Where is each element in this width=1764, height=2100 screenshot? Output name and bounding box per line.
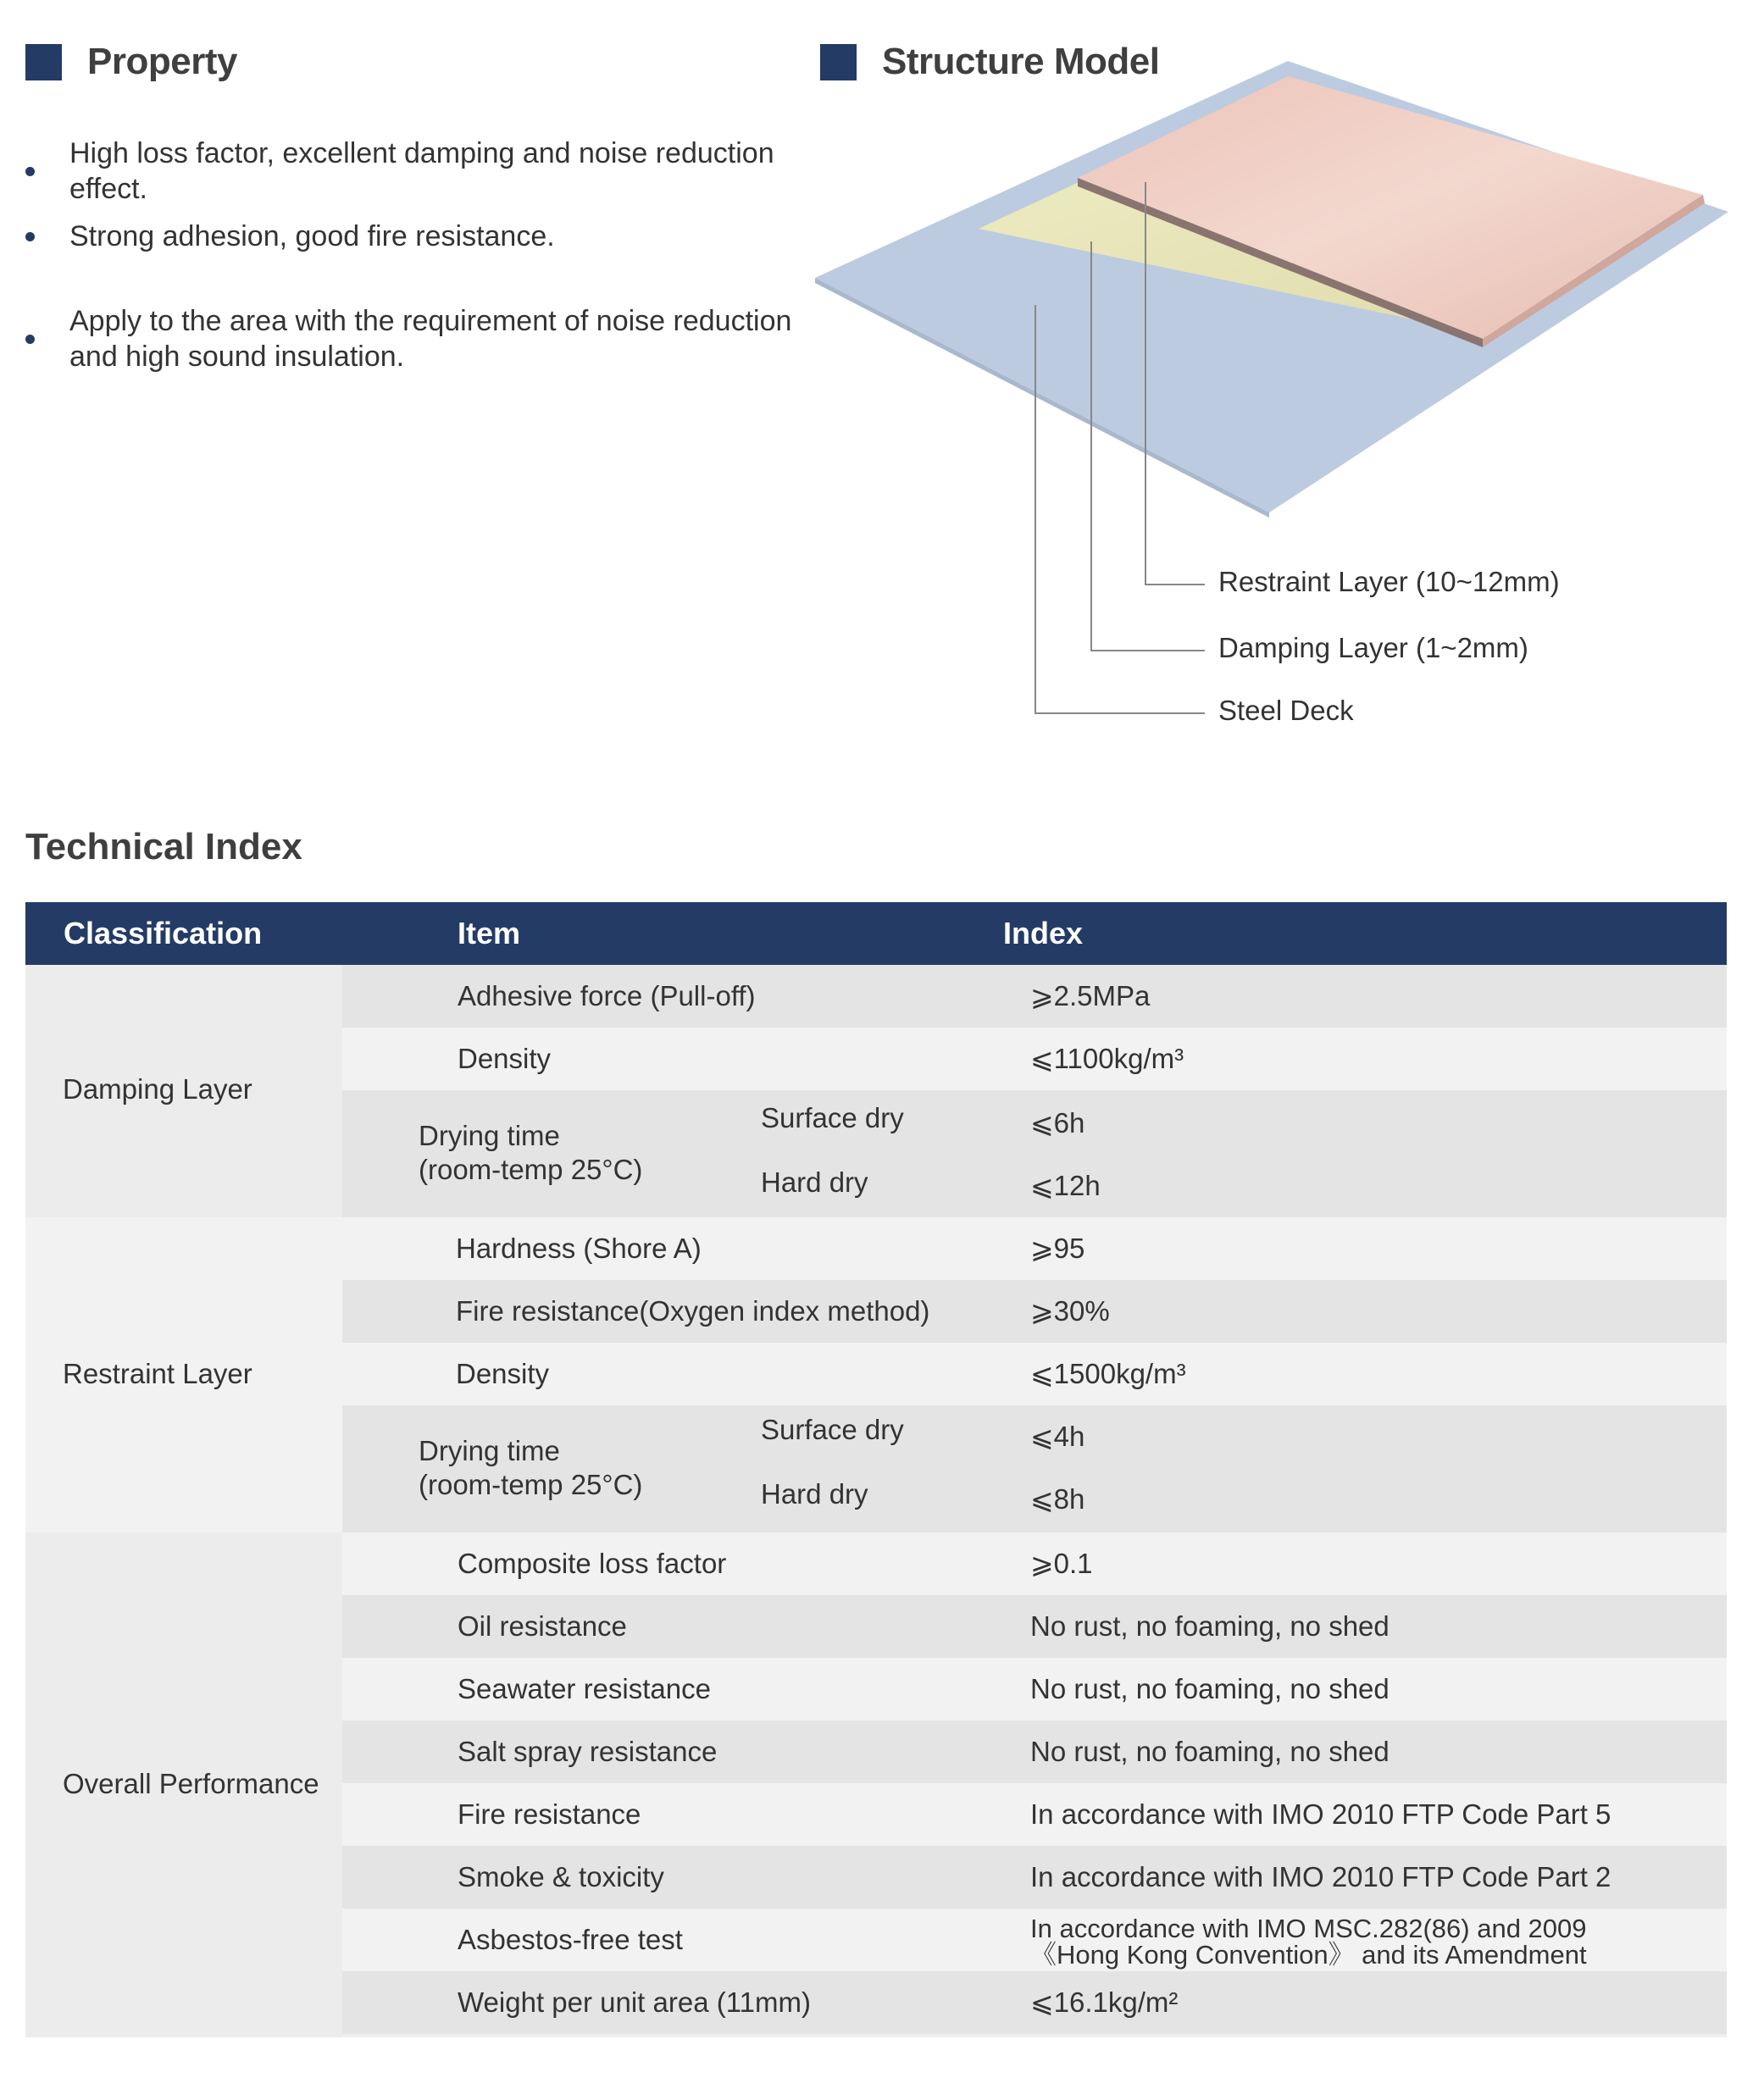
table-row <box>342 965 1727 1028</box>
table-row <box>342 1532 1727 1595</box>
technical-index-title: Technical Index <box>25 826 302 867</box>
index-cell: ⩾95 <box>1030 1233 1085 1264</box>
header-index: Index <box>1003 916 1084 950</box>
damping-group <box>25 965 342 1217</box>
index-cell: In accordance with IMO 2010 FTP Code Part 2 <box>1030 1861 1611 1892</box>
drying-time-label <box>419 1434 642 1502</box>
item-cell: Asbestos-free test <box>458 1924 683 1955</box>
index-cell: ⩽8h <box>1030 1483 1085 1515</box>
overall-group <box>25 1532 342 2037</box>
bullet-dot-icon <box>25 335 35 344</box>
list-item <box>25 136 813 207</box>
table-row <box>342 1028 1727 1090</box>
table-row <box>342 1658 1727 1720</box>
drying-time-label <box>419 1119 642 1187</box>
item-cell: Adhesive force (Pull-off) <box>458 980 756 1011</box>
index-cell: ⩽1500kg/m³ <box>1030 1358 1186 1389</box>
table-row-group <box>342 1090 1727 1217</box>
damping-layer-label: Damping Layer (1~2mm) <box>1218 632 1528 663</box>
item-cell: Oil resistance <box>458 1610 627 1642</box>
table-row-group <box>342 1405 1727 1532</box>
header-item: Item <box>458 916 521 950</box>
restraint-layer-label: Restraint Layer (10~12mm) <box>1218 566 1560 597</box>
table-row <box>342 1909 1727 1971</box>
classification-label: Damping Layer <box>63 1073 252 1105</box>
index-line: 《Hong Kong Convention》 and its Amendment <box>1030 1940 1587 1970</box>
bullet-text-line: Apply to the area with the requirement of noise reduction <box>69 305 792 337</box>
table-row <box>342 1280 1727 1343</box>
drying-time-line: Drying time <box>419 1120 560 1151</box>
structure-diagram <box>813 51 1737 754</box>
index-cell: ⩽1100kg/m³ <box>1030 1043 1184 1074</box>
list-item <box>25 303 791 374</box>
index-cell-multiline <box>1030 1915 1587 1968</box>
table-header <box>25 902 1727 965</box>
subitem-cell: Hard dry <box>761 1478 868 1510</box>
bullet-text-line: and high sound insulation. <box>69 341 405 373</box>
subitem-cell: Surface dry <box>761 1414 904 1445</box>
index-cell: No rust, no foaming, no shed <box>1030 1736 1390 1767</box>
square-icon <box>25 44 62 80</box>
index-cell: ⩽4h <box>1030 1421 1085 1452</box>
index-cell: ⩾2.5MPa <box>1030 980 1151 1011</box>
drying-time-line: Drying time <box>419 1435 560 1466</box>
bullet-dot-icon <box>25 167 35 176</box>
item-cell: Smoke & toxicity <box>458 1861 664 1892</box>
item-cell: Fire resistance <box>458 1798 641 1830</box>
drying-time-line: (room-temp 25°C) <box>419 1469 643 1500</box>
property-heading <box>25 41 237 83</box>
item-cell: Density <box>458 1043 552 1074</box>
technical-index-table <box>25 902 1727 2037</box>
table-row <box>342 1217 1727 1280</box>
list-item <box>25 219 555 254</box>
header-classification: Classification <box>64 916 263 950</box>
restraint-group <box>25 1217 342 1532</box>
bullet-text: High loss factor, excellent damping and noise reduction effect. <box>69 137 774 205</box>
index-line: In accordance with IMO MSC.282(86) and 2009 <box>1030 1914 1587 1943</box>
index-cell: ⩽12h <box>1030 1170 1101 1201</box>
index-cell: ⩽6h <box>1030 1107 1085 1139</box>
item-cell: Seawater resistance <box>458 1673 711 1704</box>
index-cell: No rust, no foaming, no shed <box>1030 1610 1390 1642</box>
index-cell: ⩾0.1 <box>1030 1548 1093 1579</box>
drying-time-line: (room-temp 25°C) <box>419 1154 643 1185</box>
bullet-dot-icon <box>25 232 35 241</box>
property-title: Property <box>87 41 237 82</box>
item-cell: Hardness (Shore A) <box>456 1233 702 1264</box>
index-cell: ⩾30% <box>1030 1295 1110 1327</box>
table-row <box>342 1720 1727 1783</box>
bullet-text-multiline <box>69 303 791 374</box>
item-cell: Weight per unit area (11mm) <box>458 1986 811 2018</box>
classification-label: Restraint Layer <box>63 1358 252 1389</box>
subitem-cell: Hard dry <box>761 1166 868 1198</box>
subitem-cell: Surface dry <box>761 1102 904 1133</box>
bullet-text: Strong adhesion, good fire resistance. <box>69 220 555 252</box>
table-row <box>342 1783 1727 1846</box>
item-cell: Salt spray resistance <box>458 1736 718 1767</box>
table-row <box>342 1343 1727 1405</box>
index-cell: ⩽16.1kg/m² <box>1030 1986 1179 2018</box>
table-row <box>342 1595 1727 1658</box>
structure-title: Structure Model <box>882 41 1160 82</box>
table-row <box>342 1971 1727 2034</box>
item-cell: Density <box>456 1358 550 1389</box>
table-row <box>342 1846 1727 1909</box>
item-cell: Composite loss factor <box>458 1548 727 1579</box>
classification-label: Overall Performance <box>63 1768 319 1799</box>
item-cell: Fire resistance(Oxygen index method) <box>456 1295 930 1327</box>
steel-deck-label: Steel Deck <box>1218 695 1354 726</box>
index-cell: In accordance with IMO 2010 FTP Code Part 5 <box>1030 1798 1611 1830</box>
index-cell: No rust, no foaming, no shed <box>1030 1673 1390 1704</box>
